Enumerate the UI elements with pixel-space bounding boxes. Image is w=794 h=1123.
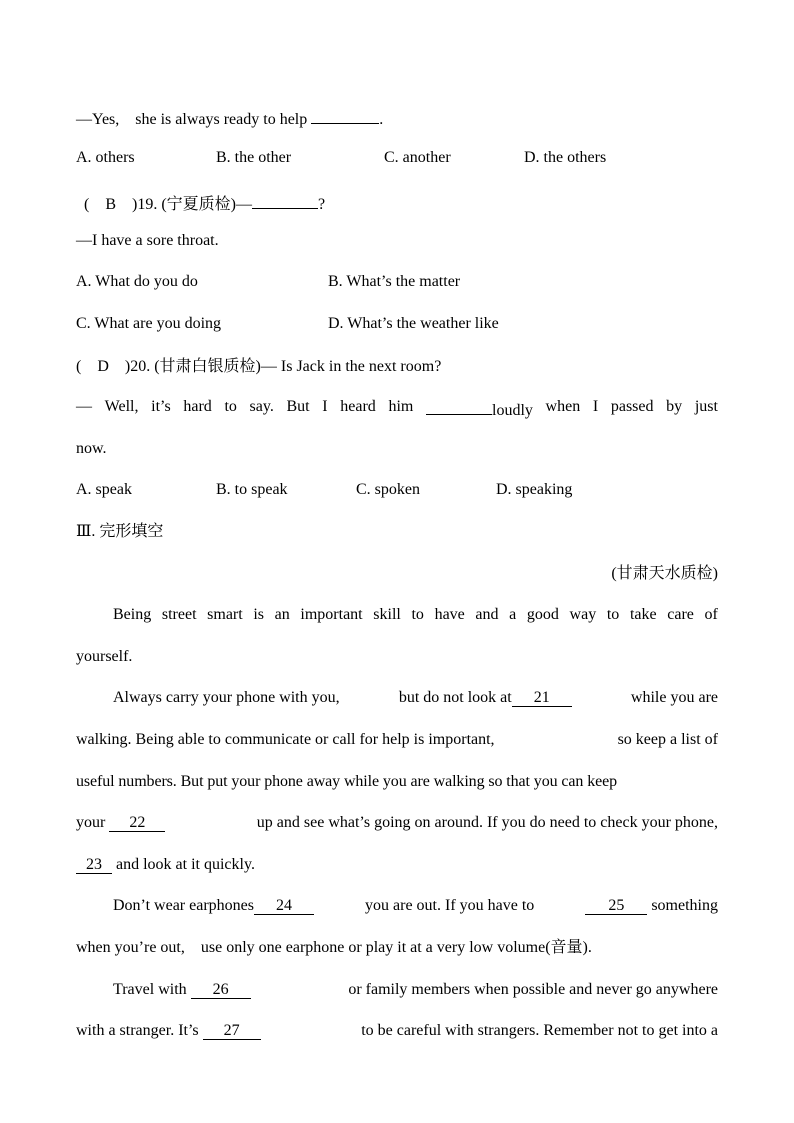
word: skill (373, 606, 401, 623)
section-title: Ⅲ. 完形填空 (76, 523, 164, 540)
word: street (161, 606, 197, 623)
q19-blank (252, 191, 318, 209)
q19-source: (宁夏质检)— (161, 196, 252, 213)
blank-26: 26 (191, 981, 251, 999)
q20-number: )20. (124, 358, 151, 375)
word: I (322, 398, 328, 415)
word: passed (610, 398, 654, 415)
text-run: or family members when possible and never go anywhere (348, 981, 718, 998)
text-run: up and see what’s going on around. If you do need to check your phone, (256, 814, 718, 831)
text-run: something (651, 897, 718, 914)
text-run: so keep a list of (617, 731, 718, 748)
word: smart (207, 606, 243, 623)
word: just (694, 398, 718, 415)
word: good (526, 606, 559, 623)
q20-option-c: C. spoken (356, 481, 420, 498)
q18-option-b: B. the other (216, 149, 292, 166)
text-run: and look at it quickly. (116, 856, 255, 873)
passage-p2-line1 (113, 688, 718, 708)
passage-p4-line2 (76, 1021, 718, 1041)
passage-p1-line1 (113, 605, 718, 625)
q20-source: (甘肃白银质检)— (154, 358, 277, 375)
q18-options (76, 148, 718, 168)
word: by (666, 398, 683, 415)
q20-question: Is Jack in the next room? (280, 358, 442, 375)
word: say. (249, 398, 274, 415)
blank-24: 24 (254, 897, 314, 915)
word: way (569, 606, 597, 623)
word: it’s (151, 398, 171, 415)
word: Well, (104, 398, 139, 415)
word: heard (340, 398, 376, 415)
passage-p4-line1 (113, 980, 718, 1000)
blank-23: 23 (76, 856, 112, 874)
text-run: when you’re out, (76, 939, 185, 956)
q20-blank (426, 397, 492, 415)
passage-p3-line2 (76, 938, 592, 958)
q19-option-b: B. What’s the matter (328, 273, 461, 290)
word: take (629, 606, 657, 623)
word: But (286, 398, 310, 415)
q20-answer: D (97, 358, 109, 375)
q19-question-line (84, 191, 325, 211)
word: loudly (492, 402, 533, 419)
passage-p1-line2: yourself. (76, 648, 133, 665)
q19-option-a: A. What do you do (76, 273, 198, 290)
q19-options-row1 (76, 272, 718, 292)
blank-25: 25 (585, 897, 647, 915)
text-run: while you are (630, 689, 718, 706)
q19-options-row2 (76, 314, 718, 334)
passage-p3-line1 (113, 896, 718, 916)
word: is (253, 606, 265, 623)
text-run: use only one earphone or play it at a very low volume(音量). (200, 939, 592, 956)
word: I (592, 398, 599, 415)
text-run: Travel with (113, 981, 187, 998)
q20-reply-line (76, 397, 718, 417)
word: — (76, 398, 92, 415)
word: have (434, 606, 465, 623)
section-source: (甘肃天水质检) (611, 565, 718, 582)
text-run: Always carry your phone with you, (113, 689, 340, 706)
q18-blank (311, 106, 379, 124)
text-run: you are out. If you have to (365, 897, 535, 914)
word: and (475, 606, 499, 623)
text-run: Don’t wear earphones (113, 897, 254, 914)
blank-22: 22 (109, 814, 165, 832)
q20-option-a: A. speak (76, 481, 132, 498)
word: hard (183, 398, 212, 415)
q19-option-c: C. What are you doing (76, 315, 222, 332)
q20-option-d: D. speaking (496, 481, 573, 498)
q18-period: . (379, 111, 384, 128)
word: him (388, 398, 414, 415)
word: Being (113, 606, 152, 623)
text-run: your (76, 814, 106, 831)
word: to (224, 398, 237, 415)
q18-dialog-a: —Yes, (76, 111, 120, 128)
word: of (704, 606, 718, 623)
passage-p2-line5 (76, 855, 255, 875)
word: a (509, 606, 517, 623)
blank-27: 27 (203, 1022, 261, 1040)
q18-option-c: C. another (384, 149, 451, 166)
word: when (545, 398, 581, 415)
blank-21: 21 (512, 689, 572, 707)
text-run: with a stranger. It’s (76, 1022, 199, 1039)
text-run: to be careful with strangers. Remember not to get into a (361, 1022, 718, 1039)
word: important (300, 606, 363, 623)
text-run: but do not look at (398, 689, 512, 706)
q20-question-line (76, 357, 441, 377)
word: care (667, 606, 694, 623)
q20-reply-end: now. (76, 440, 107, 457)
word: to (606, 606, 620, 623)
q19-answer: B (105, 196, 116, 213)
q19-option-d: D. What’s the weather like (328, 315, 499, 332)
q20-options (76, 480, 718, 500)
word: an (274, 606, 290, 623)
q20-paren-open: ( (76, 358, 82, 375)
q19-reply: —I have a sore throat. (76, 232, 219, 249)
q19-qmark: ? (318, 196, 326, 213)
q18-dialog-b: she is always ready to help (135, 111, 308, 128)
word: to (411, 606, 424, 623)
q18-option-a: A. others (76, 149, 135, 166)
q18-option-d: D. the others (524, 149, 607, 166)
passage-p2-line2 (76, 730, 718, 750)
q19-paren-open: ( (84, 196, 90, 213)
passage-p2-line4 (76, 813, 718, 833)
q19-number: )19. (132, 196, 158, 213)
passage-p2-line3: useful numbers. But put your phone away while you are walking so that you can keep (76, 773, 618, 790)
q18-dialog-line (76, 106, 383, 126)
text-run: walking. Being able to communicate or call for help is important, (76, 731, 495, 748)
q20-option-b: B. to speak (216, 481, 288, 498)
